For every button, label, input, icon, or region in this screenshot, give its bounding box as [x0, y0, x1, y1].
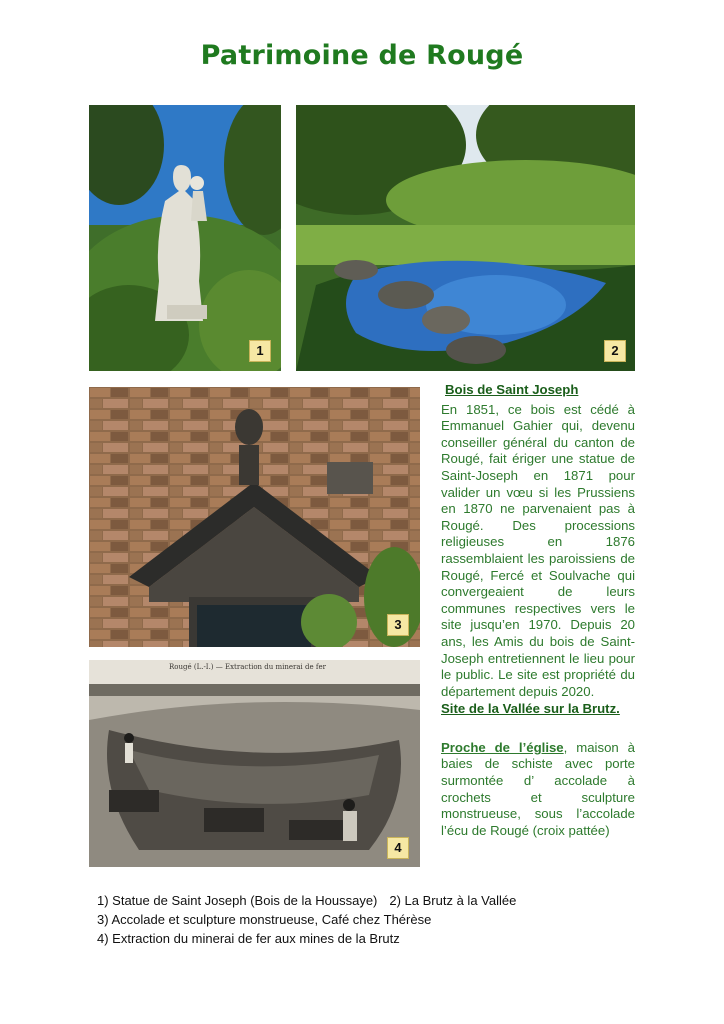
captions-block: [97, 891, 697, 948]
photo-number-badge: 4: [387, 837, 409, 859]
paragraph-eglise: [441, 740, 635, 840]
photo-accolade: [89, 387, 420, 647]
photo-print-caption: Rougé (L.-I.) — Extraction du minerai de fer: [169, 663, 326, 671]
text-column: [441, 382, 635, 839]
caption-3: 3) Accolade et sculpture monstrueuse, Café chez Thérèse: [97, 912, 432, 927]
paragraph-eglise-lead: Proche de l’église: [441, 739, 564, 755]
page-title: Patrimoine de Rougé: [200, 40, 524, 71]
caption-1: 1) Statue de Saint Joseph (Bois de la Houssaye): [97, 893, 378, 908]
caption-line: [97, 891, 697, 910]
photo-number-badge: 2: [604, 340, 626, 362]
paragraph-bois: En 1851, ce bois est cédé à Emmanuel Gahier qui, devenu conseiller général du canton de Rougé, fait ériger une statue de Saint-Joseph en 1871 pour valider un vœu si les Prussiens en 1870 ne parvenaient pas à Rougé. Des processions religieuses en 1876 rassemblaient les paroissiens de Rougé, Fercé et Soulvache qui convergeaient de leurs communes respectives vers le site jusqu’en 1970. Depuis 20 ans, les Amis du bois de Saint-Joseph entretiennent le lieu pour le public. Le site est propriété du département depuis 2020.: [441, 401, 635, 699]
caption-2: 2) La Brutz à la Vallée: [389, 893, 517, 908]
section-heading-site: Site de la Vallée sur la Brutz.: [441, 701, 620, 717]
caption-4: 4) Extraction du minerai de fer aux mines de la Brutz: [97, 931, 400, 946]
photo-statue: [89, 105, 281, 371]
photo-number-badge: 1: [249, 340, 271, 362]
photo-river: [296, 105, 635, 371]
photo-mine: [89, 660, 420, 867]
photo-number-badge: 3: [387, 614, 409, 636]
section-heading-bois: Bois de Saint Joseph: [445, 382, 579, 397]
paragraph-eglise-body: , maison à baies de schiste avec porte surmontée d’ accolade à crochets et sculpture monstrueuse, sous l’accolade l’écu de Rougé (croix pattée): [441, 739, 636, 838]
